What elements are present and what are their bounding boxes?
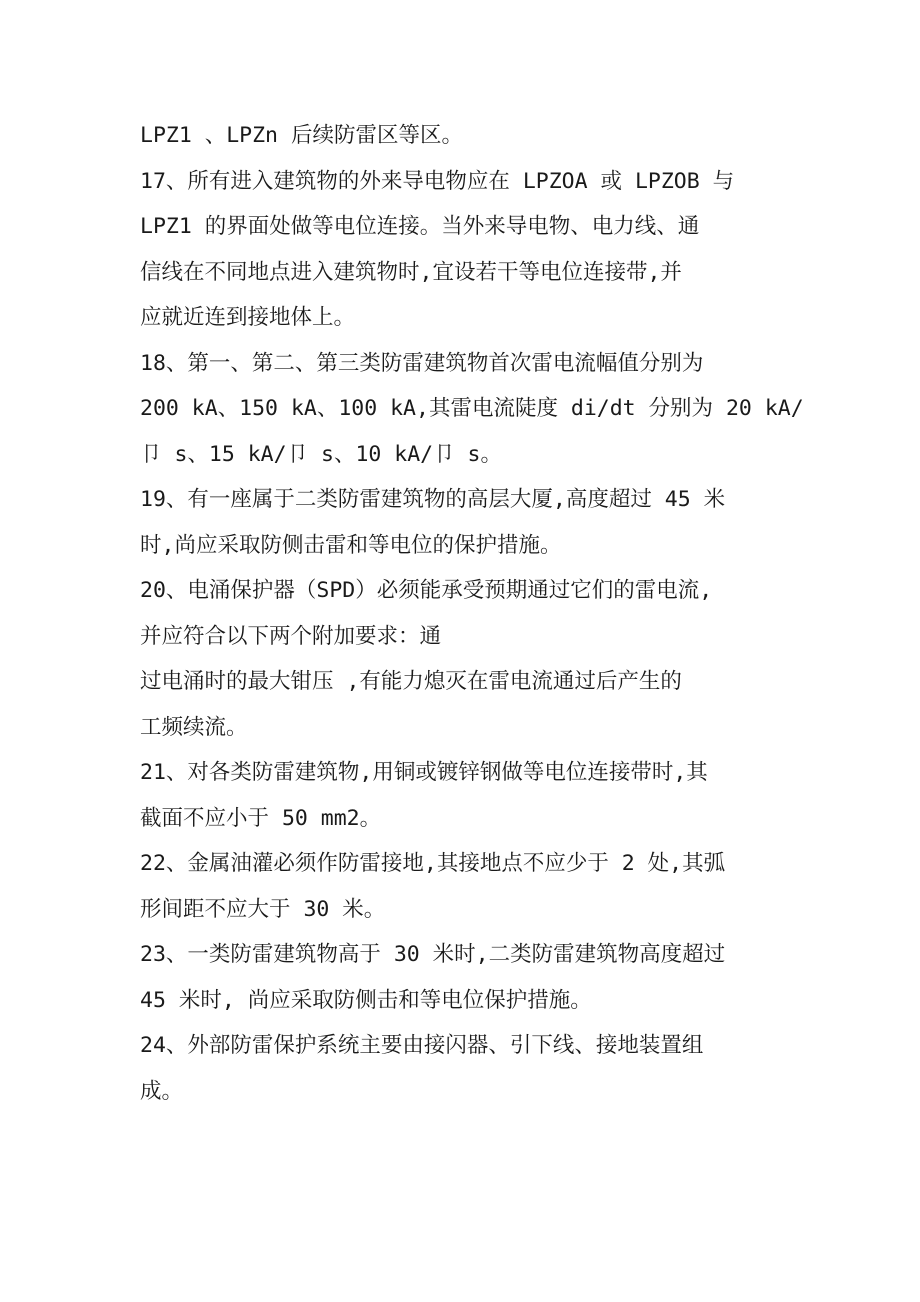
text-line: LPZ1 、LPZn 后续防雷区等区。	[140, 123, 463, 148]
text-line: 24、外部防雷保护系统主要由接闪器、引下线、接地装置组	[140, 1033, 704, 1058]
text-line: 卩 s、15 kA/卩 s、10 kA/卩 s。	[140, 441, 502, 467]
text-line: 工频续流。	[140, 714, 248, 740]
text-line: 成。	[140, 1078, 184, 1104]
text-line: 200 kA、150 kA、100 kA,其雷电流陡度 di/dt 分别为 20 kA/	[140, 396, 804, 421]
text-line: LPZ1 的界面处做等电位连接。当外来导电物、电力线、通	[140, 214, 700, 239]
text-line: 截面不应小于 50 mm2。	[140, 805, 382, 831]
text-line: 信线在不同地点进入建筑物时,宜设若干等电位连接带,并	[140, 259, 682, 285]
body-text	[140, 113, 804, 1114]
text-line: 时,尚应采取防侧击雷和等电位的保护措施。	[140, 532, 562, 558]
text-line: 17、所有进入建筑物的外来导电物应在 LPZOA 或 LPZOB 与	[140, 168, 735, 194]
text-line: 21、对各类防雷建筑物,用铜或镀锌钢做等电位连接带时,其	[140, 760, 708, 785]
text-line: 过电涌时的最大钳压 ,有能力熄灭在雷电流通过后产生的	[140, 669, 682, 694]
text-line: 18、第一、第二、第三类防雷建筑物首次雷电流幅值分别为	[140, 350, 704, 376]
text-line: 45 米时, 尚应采取防侧击和等电位保护措施。	[140, 987, 592, 1013]
text-line: 并应符合以下两个附加要求：通	[140, 623, 442, 649]
text-line: 应就近连到接地体上。	[140, 305, 356, 330]
text-line: 22、金属油灌必须作防雷接地,其接地点不应少于 2 处,其弧	[140, 851, 726, 876]
text-line: 19、有一座属于二类防雷建筑物的高层大厦,高度超过 45 米	[140, 487, 726, 512]
text-line: 20、电涌保护器（SPD）必须能承受预期通过它们的雷电流,	[140, 578, 713, 603]
text-line: 23、一类防雷建筑物高于 30 米时,二类防雷建筑物高度超过	[140, 942, 726, 967]
text-line: 形间距不应大于 30 米。	[140, 896, 386, 922]
